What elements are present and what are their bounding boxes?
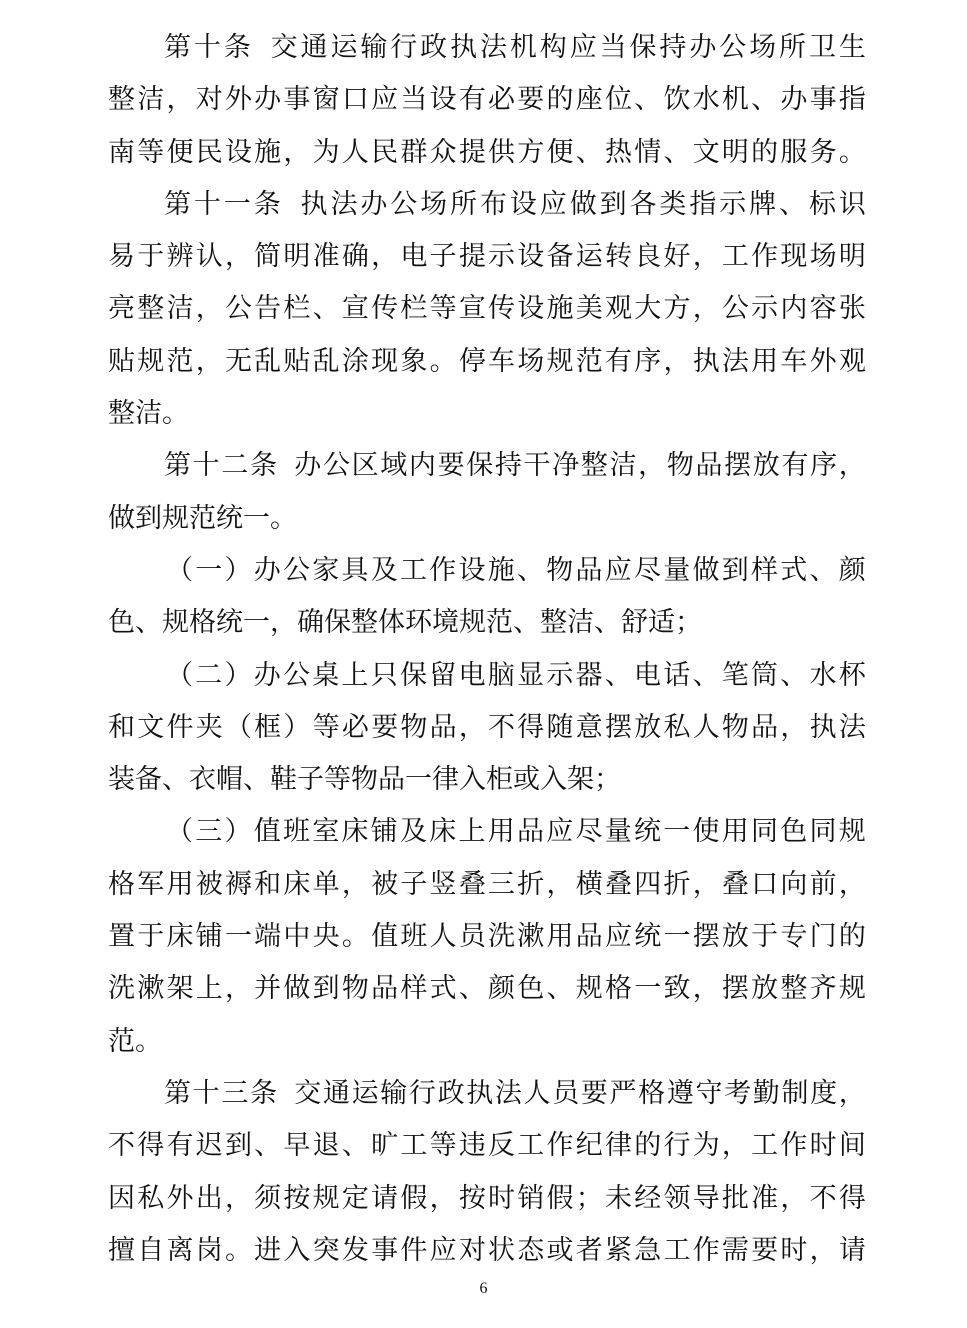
text-line: （ 一 ） 办 公 家 具 及 工 作 设 施 、 物 品 应 尽 量 做 到 样 式 、 颜 [166,554,866,586]
text-line: 贴 规 范 ， 无 乱 贴 乱 涂 现 象 。 停 车 场 规 范 有 序 ， 执 法 用 车 外 观 [108,345,866,377]
text-line: 南 等 便 民 设 施 ， 为 人 民 群 众 提 供 方 便 、 热 情 、 文 明 的 服 务 。 [108,136,866,168]
text-line: 擅 自 离 岗 。 进 入 突 发 事 件 应 对 状 态 或 者 紧 急 工 作 需 要 时 ， 请 [108,1234,866,1266]
text-line: 第 十 三 条 交 通 运 输 行 政 执 法 人 员 要 严 格 遵 守 考 勤 制 度 ， [164,1077,866,1109]
text-line: 色 、 规 格 统 一 ， 确 保 整 体 环 境 规 范 、 整 洁 、 舒 适 ； [108,607,702,639]
text-line: 格 军 用 被 褥 和 床 单 ， 被 子 竖 叠 三 折 ， 横 叠 四 折 ， 叠 口 向 前 ， [108,868,866,900]
text-line: 第 十 条 交 通 运 输 行 政 执 法 机 构 应 当 保 持 办 公 场 所 卫 生 [164,32,866,63]
text-line: 亮 整 洁 ， 公 告 栏 、 宣 传 栏 等 宣 传 设 施 美 观 大 方 ， 公 示 内 容 张 [108,293,866,325]
page-number: 6 [479,1280,488,1297]
text-line: 整 洁 。 [108,398,189,430]
text-line: 置 于 床 铺 一 端 中 央 。 值 班 人 员 洗 漱 用 品 应 统 一 摆 放 于 专 门 的 [108,921,866,953]
text-line: 第 十 一 条 执 法 办 公 场 所 布 设 应 做 到 各 类 指 示 牌 、 标 识 [164,188,866,220]
document-body [108,22,866,1277]
text-line: 做 到 规 范 统 一 。 [108,502,297,534]
text-line: 和 文 件 夹 （ 框 ） 等 必 要 物 品 ， 不 得 随 意 摆 放 私 人 物 品 ， 执 法 [108,711,866,743]
text-line: 洗 漱 架 上 ， 并 做 到 物 品 样 式 、 颜 色 、 规 格 一 致 ， 摆 放 整 齐 规 [108,973,866,1005]
text-line: 易 于 辨 认 ， 简 明 准 确 ， 电 子 提 示 设 备 运 转 良 好 ， 工 作 现 场 明 [108,241,866,273]
text-line: 范 。 [108,1025,162,1057]
text-line: （ 二 ） 办 公 桌 上 只 保 留 电 脑 显 示 器 、 电 话 、 笔 筒 、 水 杯 [166,659,866,691]
text-line: 不 得 有 迟 到 、 早 退 、 旷 工 等 违 反 工 作 纪 律 的 行 为 ， 工 作 时 间 [108,1130,866,1162]
text-line: 整 洁 ， 对 外 办 事 窗 口 应 当 设 有 必 要 的 座 位 、 饮 水 机 、 办 事 指 [108,84,866,116]
text-line: 因 私 外 出 ， 须 按 规 定 请 假 ， 按 时 销 假 ； 未 经 领 导 批 准 ， 不 得 [108,1182,866,1214]
text-line: （ 三 ） 值 班 室 床 铺 及 床 上 用 品 应 尽 量 统 一 使 用 同 色 同 规 [166,816,866,848]
text-line: 装 备 、 衣 帽 、 鞋 子 等 物 品 一 律 入 柜 或 入 架 ； [108,764,621,796]
text-line: 第 十 二 条 办 公 区 域 内 要 保 持 干 净 整 洁 ， 物 品 摆 放 有 序 ， [164,450,866,482]
